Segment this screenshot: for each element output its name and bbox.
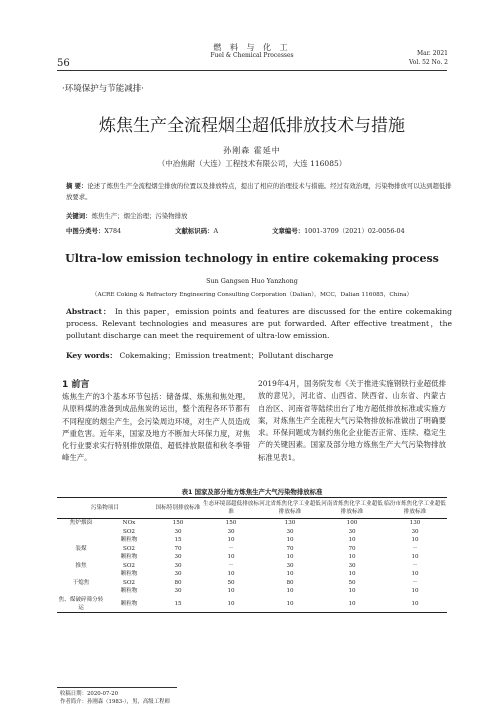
table-row-group-cell: 装煤 (75, 545, 87, 552)
table-pollutant-cell: 颗粒物 (120, 588, 138, 595)
abstract-en (66, 306, 452, 342)
table-pollutant-cell: 颗粒物 (120, 537, 138, 544)
table-pollutant-cell: NOx (122, 520, 136, 527)
table-value-cell: － (228, 545, 234, 552)
table-value-cell: 30 (174, 588, 182, 595)
abstract-en-text: In this paper，emission points and features are discussed for the entire cokemaking process. Relevant technologies and measures are put forwarded. After effective treatment，the pollutant discharge can meet the requirement of ultra-low emission. (66, 307, 452, 340)
table-header-cell: 河北省炼焦化学工业超低排放标准 (259, 498, 321, 519)
table-row-group-cell (57, 536, 105, 545)
keywords-zh-label: 关键词： (66, 212, 92, 220)
table-row-group-cell (57, 587, 105, 596)
abstract-zh-label: 摘 要： (66, 182, 88, 190)
table-value-cell: 10 (321, 596, 383, 613)
table-value-cell: 50 (348, 579, 356, 586)
abstract-en-label: Abstract： (66, 307, 112, 316)
table-value-cell: 130 (409, 520, 421, 527)
affiliation-en: （ACRE Coking & Refractory Engineering Consulting Corporation（Dalian），MCC，Dalian 116085，China） (91, 292, 413, 298)
received-date: 收稿日期：2020-07-20 (60, 691, 119, 697)
table-value-cell: 30 (411, 528, 419, 535)
abstract-zh-text: 论述了炼焦生产全流程烟尘排放的位置以及排放特点，提出了相应的治理技术与措施。经过有效治理，污染物排放可以达到超低排放要求。 (66, 182, 452, 201)
table-row-group-cell (57, 553, 105, 562)
table-row (57, 596, 447, 613)
table-value-cell: 80 (286, 579, 294, 586)
table-value-cell: 30 (174, 571, 182, 578)
table-row (57, 536, 447, 545)
table-value-cell: 10 (227, 537, 235, 544)
table-value-cell: 30 (348, 528, 356, 535)
table-caption: 表1 国家及部分地方炼焦生产大气污染物排放标准 (181, 488, 323, 496)
table-row (57, 519, 447, 528)
table-value-cell: 10 (286, 554, 294, 561)
table-value-cell: 10 (203, 596, 259, 613)
footnote-rule (57, 687, 177, 688)
header-rule (57, 70, 447, 71)
classification-line (66, 226, 457, 235)
table-row-group-cell: 焦炉烟囱 (69, 520, 93, 527)
table-pollutant-cell: 颗粒物 (120, 571, 138, 578)
table-value-cell: 10 (348, 537, 356, 544)
footnotes (60, 690, 170, 706)
table-header-cell: 污染物项目 (57, 498, 153, 519)
clc-label: 中图分类号： (66, 227, 105, 235)
table-value-cell: 150 (225, 520, 237, 527)
table-value-cell: 15 (174, 537, 182, 544)
table-pollutant-cell: SO2 (123, 579, 135, 586)
author-bio: 作者简介：孙刚森（1983-），男，高级工程师 (60, 699, 170, 705)
table-value-cell: 10 (227, 588, 235, 595)
table-value-cell: － (412, 579, 418, 586)
article-title-en: Ultra-low emission technology in entire cokemaking process (65, 252, 439, 265)
table-row-group-cell (57, 570, 105, 579)
table-value-cell: 70 (348, 545, 356, 552)
table-value-cell: 30 (174, 554, 182, 561)
table-value-cell: 80 (174, 579, 182, 586)
authors-zh: 孙刚森 霍延中 (223, 146, 281, 155)
page-number: 56 (57, 58, 70, 69)
doc-code-value: A (213, 227, 219, 235)
table-value-cell: 10 (227, 571, 235, 578)
section-label: ·环境保护与节能减排· (62, 84, 144, 94)
table-value-cell: 70 (286, 545, 294, 552)
table-value-cell: 70 (174, 545, 182, 552)
table-value-cell: 10 (348, 571, 356, 578)
table-value-cell: － (412, 545, 418, 552)
table-value-cell: 50 (227, 579, 235, 586)
table-row (57, 587, 447, 596)
table-row (57, 579, 447, 588)
table-header-cell: 国标特别排放标准 (153, 498, 203, 519)
table-pollutant-cell: 颗粒物 (120, 554, 138, 561)
clc-value: X784 (104, 227, 122, 235)
intro-right-column: 2019年4月，国务院发布《关于推进实施钢铁行业超低排放的意见》，河北省、山西省、陕西省、山东省、内蒙古自治区、河南省等陆续出台了地方超低排放标准或实施方案，对炼焦生产全流程大气污染物排放标准做出了明确要求。环保问题成为制约焦化企业能否正常、连续、稳定生产的关键因素。国家及部分地方炼焦生产大气污染物排放标准见表1。 (258, 379, 446, 462)
table-value-cell: 30 (286, 528, 294, 535)
table-value-cell: 30 (286, 562, 294, 569)
keywords-zh (66, 211, 187, 220)
table-row (57, 528, 447, 537)
table-row (57, 545, 447, 554)
doc-code-label: 文献标识码： (175, 227, 214, 235)
table-row-group-cell (57, 528, 105, 537)
table-header-cell: 河南省炼焦化学工业超低排放标准 (321, 498, 383, 519)
table-value-cell: 10 (286, 588, 294, 595)
table-value-cell: 150 (172, 520, 184, 527)
intro-heading: 1 前言 (62, 380, 90, 390)
journal-title-en: Fuel & Chemical Processes (210, 52, 294, 59)
article-number-label: 文章编号： (272, 227, 305, 235)
table-value-cell: 10 (227, 554, 235, 561)
article-title-zh: 炼焦生产全流程烟尘超低排放技术与措施 (99, 116, 405, 136)
table-value-cell: 10 (411, 537, 419, 544)
table-row (57, 553, 447, 562)
table-value-cell: 100 (346, 520, 358, 527)
intro-left-column: 炼焦生产的3个基本环节包括：储备煤、炼焦和焦处理。从原料煤的准备到成品焦炭的运出，整个流程各环节都有不同程度的烟尘产生，会污染周边环境，对生产人员造成严重危害。近年来，国家及地方不断加大环保力度，对焦化行业要求实行特别排放限值、超低排放限值和秋冬季错峰生产。 (62, 392, 250, 463)
table-value-cell: 10 (286, 571, 294, 578)
table-value-cell: 15 (153, 596, 203, 613)
table-value-cell: 10 (411, 588, 419, 595)
table-value-cell: 10 (411, 571, 419, 578)
table-value-cell: － (228, 562, 234, 569)
table-value-cell: 30 (348, 562, 356, 569)
table-value-cell: 10 (259, 596, 321, 613)
table-value-cell: 10 (383, 596, 447, 613)
issue-date: Mar. 2021 (416, 50, 448, 57)
table-value-cell: 30 (174, 562, 182, 569)
keywords-en-text: Cokemaking；Emission treatment；Pollutant discharge (119, 351, 334, 360)
issue-volume: Vol. 52 No. 2 (408, 59, 448, 66)
table-row-group-cell: 推焦 (75, 562, 87, 569)
table-value-cell: 10 (348, 554, 356, 561)
keywords-zh-text: 炼焦生产；烟尘治理；污染物排放 (91, 212, 188, 220)
keywords-en (66, 350, 333, 361)
table-pollutant-cell: SO2 (123, 545, 135, 552)
affiliation-zh: （中冶焦耐（大连）工程技术有限公司，大连 116085） (157, 159, 347, 168)
table-row (57, 562, 447, 571)
table-value-cell: 30 (227, 528, 235, 535)
journal-issue (409, 49, 448, 67)
table-pollutant-cell: 颗粒物 (105, 596, 153, 613)
table-value-cell: － (412, 562, 418, 569)
table-value-cell: 130 (284, 520, 296, 527)
table-pollutant-cell: SO2 (123, 562, 135, 569)
table-row-group-cell: 焦、煤破碎筛分转运 (58, 596, 104, 611)
table-value-cell: 30 (174, 528, 182, 535)
table-row-group-cell: 干熄焦 (72, 579, 90, 586)
table-row (57, 570, 447, 579)
table-value-cell: 10 (286, 537, 294, 544)
table-header-cell: 生态环境部超低排放标准 (203, 498, 259, 519)
article-number-value: 1001-3709（2021）02-0056-04 (304, 227, 405, 235)
table-value-cell: 10 (348, 588, 356, 595)
keywords-en-label: Key words： (66, 351, 118, 360)
table-header-cell: 临汾市炼焦化学工业超低排放标准 (383, 498, 447, 519)
table-value-cell: 10 (411, 554, 419, 561)
authors-en: Sun Gangsen Huo Yanzhong (206, 277, 298, 285)
emission-standards-table (57, 497, 447, 613)
table-header-row (57, 498, 447, 519)
abstract-zh (66, 181, 452, 203)
table-pollutant-cell: SO2 (123, 528, 135, 535)
journal-title-zh: 燃 料 与 化 工 (213, 43, 291, 52)
